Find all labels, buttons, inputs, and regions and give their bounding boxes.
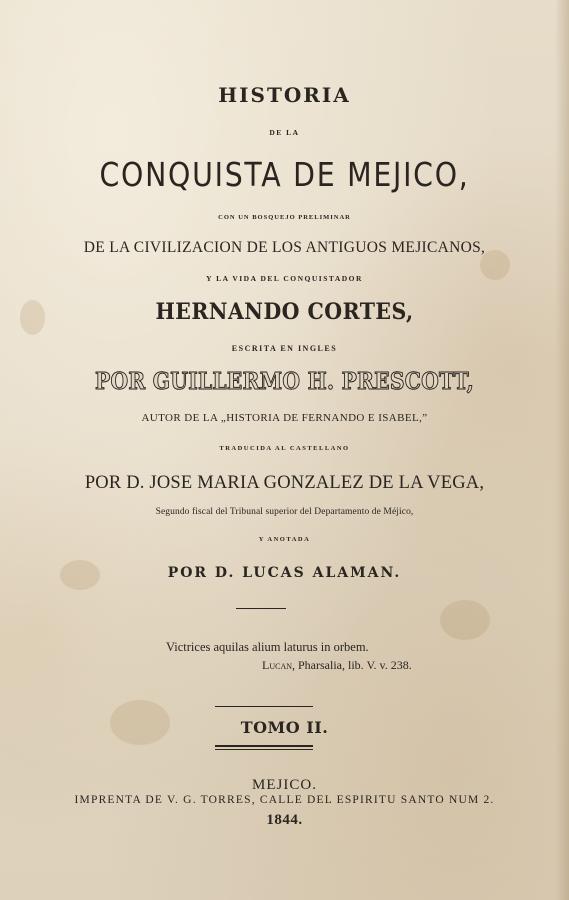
title-historia: HISTORIA xyxy=(218,83,351,107)
volume-rule-bottom xyxy=(215,745,313,747)
divider-rule xyxy=(236,608,286,609)
anotada-label: Y ANOTADA xyxy=(258,536,311,543)
subtitle-vida: Y LA VIDA DEL CONQUISTADOR xyxy=(206,274,363,283)
imprint-year: 1844. xyxy=(266,812,303,828)
epigraph-source: , Pharsalia, lib. V. v. 238. xyxy=(292,658,412,672)
title-conquista: CONQUISTA DE MEJICO, xyxy=(99,155,470,194)
translator-name: POR D. JOSE MARIA GONZALEZ DE LA VEGA, xyxy=(84,473,485,493)
translator-title: Segundo fiscal del Tribunal superior del Departamento de Méjico, xyxy=(155,507,414,517)
title-de-la: DE LA xyxy=(269,128,300,137)
epigraph-quote: Victrices aquilas alium laturus in orbem. xyxy=(166,640,369,654)
volume-label: TOMO II. xyxy=(240,718,329,737)
epigraph-author: Lucan xyxy=(262,658,292,672)
traducida-label: TRADUCIDA AL CASTELLANO xyxy=(219,445,350,452)
annotator-name: POR D. LUCAS ALAMAN. xyxy=(167,565,402,581)
subtitle-bosquejo: CON UN BOSQUEJO PRELIMINAR xyxy=(218,214,351,221)
volume-rule-top xyxy=(215,706,313,707)
subtitle-civilizacion: DE LA CIVILIZACION DE LOS ANTIGUOS MEJICANOS, xyxy=(83,239,486,256)
imprint-city: MEJICO. xyxy=(252,777,317,793)
subtitle-hernando-cortes: HERNANDO CORTES, xyxy=(155,299,414,325)
author-name: POR GUILLERMO H. PRESCOTT, xyxy=(94,368,475,395)
imprint-printer: IMPRENTA DE V. G. TORRES, CALLE DEL ESPIRITU SANTO NUM 2. xyxy=(74,794,495,806)
volume-rule-bottom-thin xyxy=(215,749,313,750)
escrita-en-ingles: ESCRITA EN INGLES xyxy=(231,344,338,353)
foxing-stain xyxy=(440,600,490,640)
author-credit: AUTOR DE LA „HISTORIA DE FERNANDO E ISABEL,” xyxy=(141,412,428,424)
epigraph-citation xyxy=(262,658,412,673)
